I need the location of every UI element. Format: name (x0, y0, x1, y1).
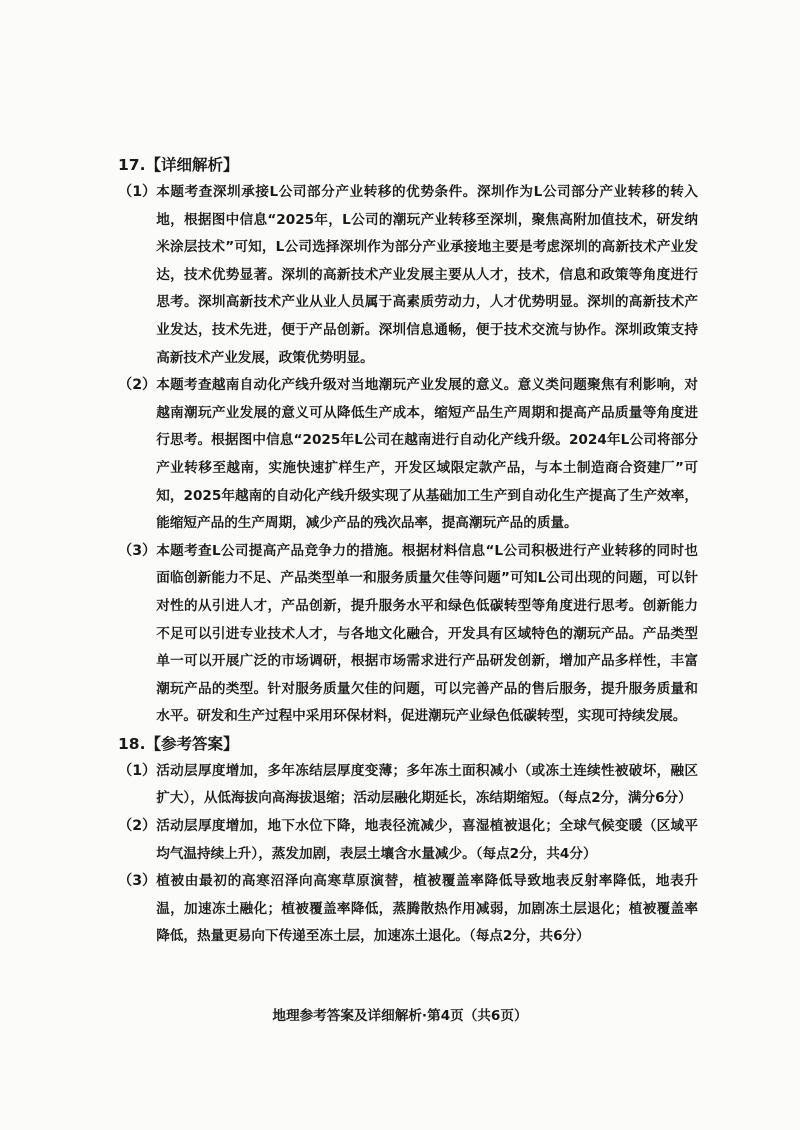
item-text: 植被由最初的高寒沼泽向高寒草原演替，植被覆盖率降低导致地表反射率降低，地表升温，加速冻土融化；植被覆盖率降低，蒸腾散热作用减弱，加剧冻土层退化；植被覆盖率降低，热量更易向下传递至冻土层，加速冻土退化。（每点2分，共6分） (156, 873, 698, 945)
item-number: （1） (118, 184, 157, 200)
item-number: （1） (118, 762, 157, 779)
page-footer: 地理参考答案及详细解析·第4页（共6页） (272, 1008, 528, 1024)
item-number: （3） (118, 873, 157, 890)
q17-item-1 (118, 179, 698, 372)
answer-content (118, 152, 698, 951)
item-text: 本题考查越南自动化产线升级对当地潮玩产业发展的意义。意义类问题聚焦有利影响，对越南潮玩产业发展的意义可从降低生产成本，缩短产品生产周期和提高产品质量等角度进行思考。根据图中信息“2025年L公司在越南进行自动化产线升级。2024年L公司将部分产业转移至越南，实施快速扩样生产，开发区域限定款产品，与本土制造商合资建厂”可知，2025年越南的自动化产线升级实现了从基础加工生产到自动化生产提高了生产效率，能缩短产品的生产周期，减少产品的残次品率，提高潮玩产品的质量。 (156, 377, 698, 532)
item-number: （3） (118, 542, 157, 559)
item-number: （2） (118, 377, 157, 394)
q18-item-2 (118, 813, 698, 868)
item-text: 本题考查深圳承接L公司部分产业转移的优势条件。深圳作为L公司部分产业转移的转入地，根据图中信息“2025年，L公司的潮玩产业转移至深圳，聚焦高附加值技术，研发纳米涂层技术”可知，L公司选择深圳作为部分产业承接地主要是考虑深圳的高新技术产业发达，技术优势显著。深圳的高新技术产业发展主要从人才，技术，信息和政策等角度进行思考。深圳高新技术产业从业人员属于高素质劳动力，人才优势明显。深圳的高新技术产业发达，技术先进，便于产品创新。深圳信息通畅，便于技术交流与协作。深圳政策支持高新技术产业发展，政策优势明显。 (156, 184, 698, 366)
q18-item-3 (118, 868, 698, 951)
q18-item-1 (118, 758, 698, 813)
item-text: 本题考查L公司提高产品竞争力的措施。根据材料信息“L公司积极进行产业转移的同时也面临创新能力不足、产品类型单一和服务质量欠佳等问题”可知L公司出现的问题，可以针对性的从引进人才，产品创新，提升服务水平和绿色低碳转型等角度进行思考。创新能力不足可以引进专业技术人才，与各地文化融合，开发具有区域特色的潮玩产品。产品类型单一可以开展广泛的市场调研，根据市场需求进行产品研发创新，增加产品多样性，丰富潮玩产品的类型。针对服务质量欠佳的问题，可以完善产品的售后服务，提升服务质量和水平。研发和生产过程中采用环保材料，促进潮玩产业绿色低碳转型，实现可持续发展。 (156, 542, 698, 725)
q17-item-2 (118, 372, 698, 538)
q18-heading: 18.【参考答案】 (118, 734, 239, 753)
q17-heading: 17.【详细解析】 (118, 156, 239, 174)
q17-item-3 (118, 538, 698, 731)
item-number: （2） (118, 818, 157, 835)
item-text: 活动层厚度增加，地下水位下降，地表径流减少，喜湿植被退化；全球气候变暖（区域平均气温持续上升），蒸发加剧，表层土壤含水量减少。（每点2分，共4分） (156, 818, 698, 862)
item-text: 活动层厚度增加，多年冻结层厚度变薄；多年冻土面积减小（或冻土连续性被破坏，融区扩大），从低海拔向高海拔退缩；活动层融化期延长，冻结期缩短。（每点2分，满分6分） (156, 762, 698, 807)
